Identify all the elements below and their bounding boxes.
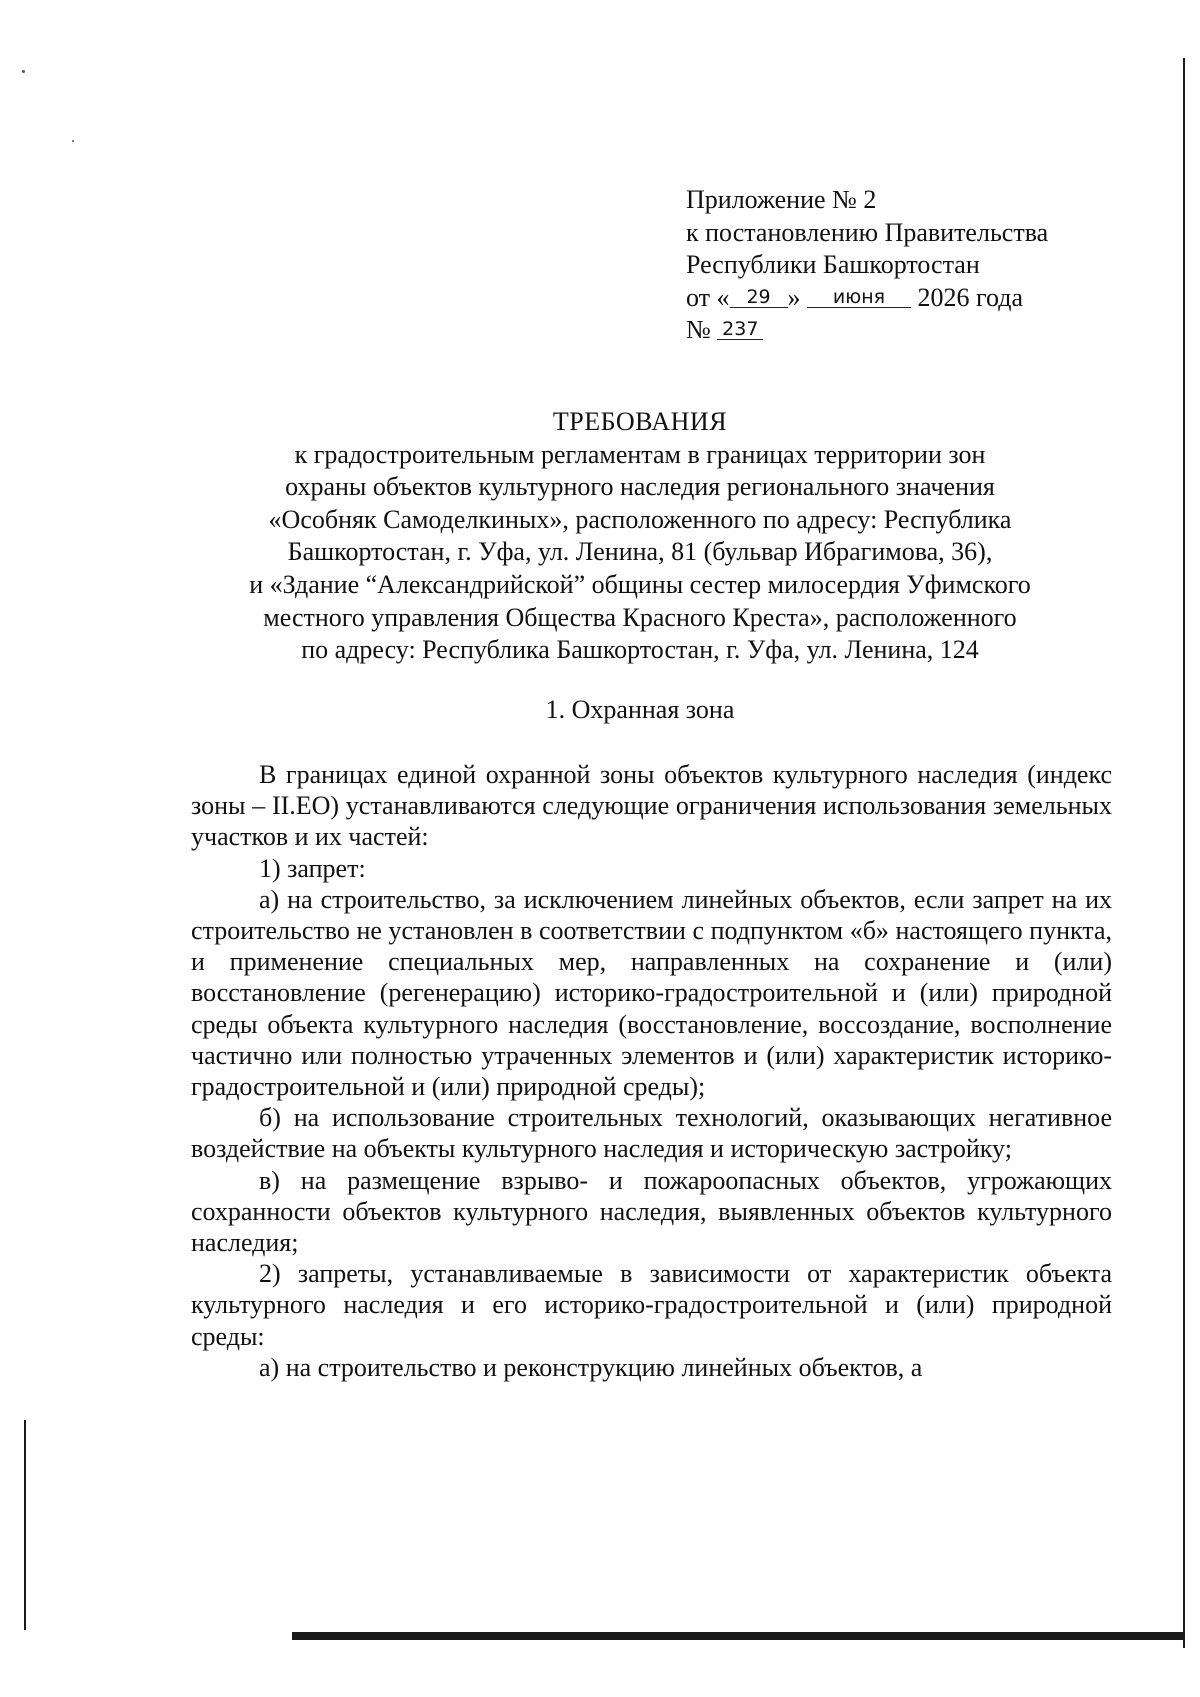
scan-edge-left <box>24 1420 26 1630</box>
body-text <box>191 759 1112 1383</box>
scan-speck <box>72 140 74 142</box>
heading-line: Башкортостан, г. Уфа, ул. Ленина, 81 (бульвар Ибрагимова, 36), <box>287 537 993 567</box>
paragraph: в) на размещение взрыво- и пожароопасных объектов, угрожающих сохранности объектов культурного наследия, выявленных объектов культурного наследия; <box>191 1165 1112 1258</box>
document-heading <box>180 406 1100 667</box>
date-year: 2026 года <box>917 282 1024 312</box>
paragraph: В границах единой охранной зоны объектов культурного наследия (индекс зоны – II.ЕО) устанавливаются следующие ограничения использования земельных участков и их частей: <box>191 760 1112 852</box>
scan-edge-right <box>1183 58 1185 1648</box>
date-day-field: 29 <box>730 287 788 308</box>
scan-edge-bottom <box>292 1632 1185 1640</box>
paragraph: а) на строительство и реконструкцию линейных объектов, а <box>259 1352 923 1382</box>
heading-line: и «Здание “Александрийской” общины сестер милосердия Уфимского <box>249 569 1031 599</box>
document-number-field: 237 <box>717 319 763 340</box>
heading-line: охраны объектов культурного наследия регионального значения <box>285 472 995 502</box>
date-mid: » <box>787 282 801 312</box>
annex-line-3: Республики Башкортостан <box>686 250 980 279</box>
paragraph: б) на использование строительных технологий, оказывающих негативное воздействие на объекты культурного наследия и историческую застройку; <box>191 1103 1112 1164</box>
date-prefix: от « <box>686 282 730 312</box>
heading-line: местного управления Общества Красного Креста», расположенного <box>263 602 1017 632</box>
annex-number-line <box>686 314 1048 347</box>
document-title: ТРЕБОВАНИЯ <box>552 407 728 436</box>
scan-speck <box>22 70 25 73</box>
annex-line-1: Приложение № 2 <box>686 185 877 214</box>
annex-line-2: к постановлению Правительства <box>686 217 1049 247</box>
paragraph: 2) запреты, устанавливаемые в зависимости от характеристик объекта культурного наследия и его историко-градостроительной и (или) природной среды: <box>191 1259 1112 1351</box>
date-month-field: июня <box>807 287 911 308</box>
heading-line: по адресу: Республика Башкортостан, г. Уфа, ул. Ленина, 124 <box>301 635 979 665</box>
number-prefix: № <box>686 315 711 344</box>
annex-block <box>686 184 1048 347</box>
section-title: 1. Охранная зона <box>545 695 735 724</box>
paragraph: 1) запрет: <box>259 853 366 883</box>
heading-line: к градостроительным регламентам в границах территории зон <box>294 439 986 469</box>
heading-line: «Особняк Самоделкиных», расположенного по адресу: Республика <box>268 504 1012 534</box>
paragraph: а) на строительство, за исключением линейных объектов, если запрет на их строительство не установлен в соответствии с подпунктом «б» настоящего пункта, и применение специальных мер, направленных на сохранение и (или) восстановление (регенерацию) историко-градостроительной и (или) природной среды объекта культурного наследия (восстановление, воссоздание, восполнение частично или полностью утраченных элементов и (или) характеристик историко-градостроительной и (или) природной среды); <box>191 884 1112 1102</box>
annex-date-line <box>686 282 1048 315</box>
